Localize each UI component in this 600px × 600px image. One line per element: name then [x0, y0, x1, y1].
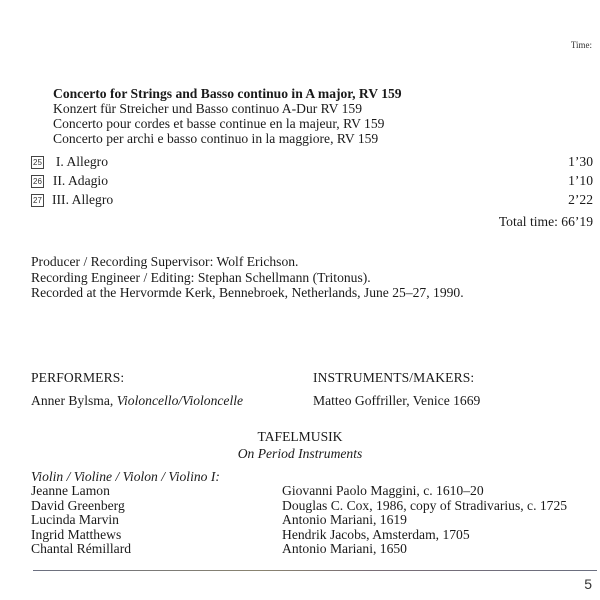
- ensemble-name: TAFELMUSIK: [257, 429, 343, 444]
- soloist-instrument: Violoncello/Violoncelle: [116, 393, 244, 408]
- player-name: Chantal Rémillard: [31, 541, 132, 557]
- instrument-maker: Douglas C. Cox, 1986, copy of Stradivarius, c. 1725: [282, 497, 568, 513]
- track-movement: II. Adagio: [52, 173, 108, 188]
- soloist-name: Anner Bylsma,: [31, 393, 117, 408]
- soloist-credit: [31, 393, 243, 409]
- work-heading: [53, 86, 402, 146]
- track-movement: III. Allegro: [52, 192, 114, 207]
- work-title-italian: Concerto per archi e basso continuo in la maggiore, RV 159: [53, 131, 379, 146]
- work-title-german: Konzert für Streicher und Basso continuo A-Dur RV 159: [53, 101, 362, 116]
- recording-location: Recorded at the Hervormde Kerk, Bennebroek, Netherlands, June 25–27, 1990.: [31, 285, 464, 300]
- engineer-credit: Recording Engineer / Editing: Stephan Schellmann (Tritonus).: [31, 269, 371, 285]
- recording-credits: [31, 254, 464, 301]
- track-duration: 1’30: [568, 154, 593, 169]
- ensemble-subtitle: On Period Instruments: [237, 446, 363, 461]
- footer-divider: [33, 570, 597, 571]
- instrument-maker: Antonio Mariani, 1650: [282, 541, 407, 557]
- track-row: [31, 190, 593, 209]
- time-column-label: Time:: [570, 40, 592, 50]
- player-name: Jeanne Lamon: [31, 483, 110, 498]
- work-title-french: Concerto pour cordes et basse continue en la majeur, RV 159: [53, 116, 385, 131]
- performers-heading: PERFORMERS:: [31, 370, 125, 385]
- player-name: Lucinda Marvin: [31, 512, 119, 528]
- track-duration: 1’10: [568, 173, 593, 188]
- track-number-badge: 27: [31, 194, 44, 207]
- track-number-badge: 25: [31, 156, 44, 169]
- producer-credit: Producer / Recording Supervisor: Wolf Erichson.: [31, 254, 299, 269]
- ensemble-heading: [0, 428, 600, 462]
- total-time: Total time: 66’19: [498, 214, 593, 229]
- track-row: [31, 152, 593, 171]
- track-list: [31, 152, 593, 209]
- track-row: [31, 171, 593, 190]
- player-name: Ingrid Matthews: [31, 526, 122, 542]
- maker-list: [282, 484, 567, 557]
- track-number-badge: 26: [31, 175, 44, 188]
- instruments-heading: INSTRUMENTS/MAKERS:: [313, 370, 475, 385]
- instrument-maker: Giovanni Paolo Maggini, c. 1610–20: [282, 483, 484, 498]
- page-number: 5: [584, 576, 592, 592]
- track-duration: 2’22: [568, 192, 593, 207]
- instrument-maker: Antonio Mariani, 1619: [282, 512, 407, 528]
- track-movement: I. Allegro: [55, 154, 108, 169]
- section-label: Violin / Violine / Violon / Violino I:: [31, 469, 220, 484]
- instrument-maker: Hendrik Jacobs, Amsterdam, 1705: [282, 526, 470, 542]
- player-list: [31, 484, 131, 557]
- soloist-instrument-maker: Matteo Goffriller, Venice 1669: [313, 393, 481, 408]
- work-title: Concerto for Strings and Basso continuo in A major, RV 159: [53, 86, 402, 101]
- player-name: David Greenberg: [31, 497, 125, 513]
